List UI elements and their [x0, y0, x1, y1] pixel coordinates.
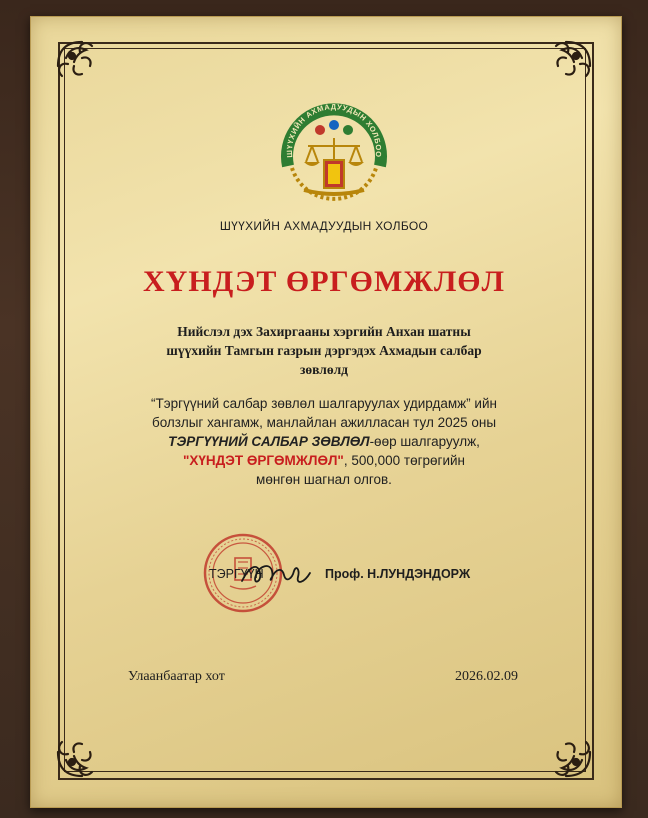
recipient-block [110, 322, 538, 379]
body-line-rest: , 500,000 төгрөгийн [343, 453, 465, 468]
recipient-line: Нийслэл дэх Захиргааны хэргийн Анхан шатны [177, 324, 471, 339]
corner-ornament-icon [52, 36, 116, 100]
certificate-title: ХҮНДЭТ ӨРГӨМЖЛӨЛ [142, 265, 505, 298]
award-name-emphasis: ТЭРГҮҮНИЙ САЛБАР ЗӨВЛӨЛ [168, 434, 370, 449]
handwritten-signature-icon [238, 555, 318, 589]
body-line: болзлыг хангамж, манлайлан ажилласан тул 2025 оны [151, 415, 497, 430]
organization-name: ШҮҮХИЙН АХМАДУУДЫН ХОЛБОО [219, 219, 429, 233]
association-logo-icon [274, 94, 394, 214]
award-title-red: "ХҮНДЭТ ӨРГӨМЖЛӨЛ" [183, 453, 344, 468]
corner-ornament-icon [532, 718, 596, 782]
recipient-line: шүүхийн Тамгын газрын дэргэдэх Ахмадын салбар [166, 343, 482, 358]
signature-label: ТЭРГҮҮН [209, 567, 264, 581]
body-line [80, 432, 568, 451]
body-line [80, 451, 568, 470]
body-line: “Тэргүүний салбар зөвлөл шалгаруулах удирдамж” ийн [151, 396, 497, 411]
issue-city: Улаанбаатар хот [128, 669, 225, 684]
recipient-line: зөвлөлд [299, 362, 348, 377]
signer-name: Проф. Н.ЛУНДЭНДОРЖ [325, 567, 471, 581]
logo-ring-text: ШҮҮХИЙН АХМАДУУДЫН ХОЛБОО [284, 102, 384, 158]
certificate-body [80, 394, 568, 489]
body-line-rest: -өөр шалгаруулж, [369, 434, 480, 449]
corner-ornament-icon [532, 36, 596, 100]
body-line: мөнгөн шагнал олгов. [256, 472, 392, 487]
corner-ornament-icon [52, 718, 116, 782]
issue-date: 2026.02.09 [455, 669, 518, 684]
